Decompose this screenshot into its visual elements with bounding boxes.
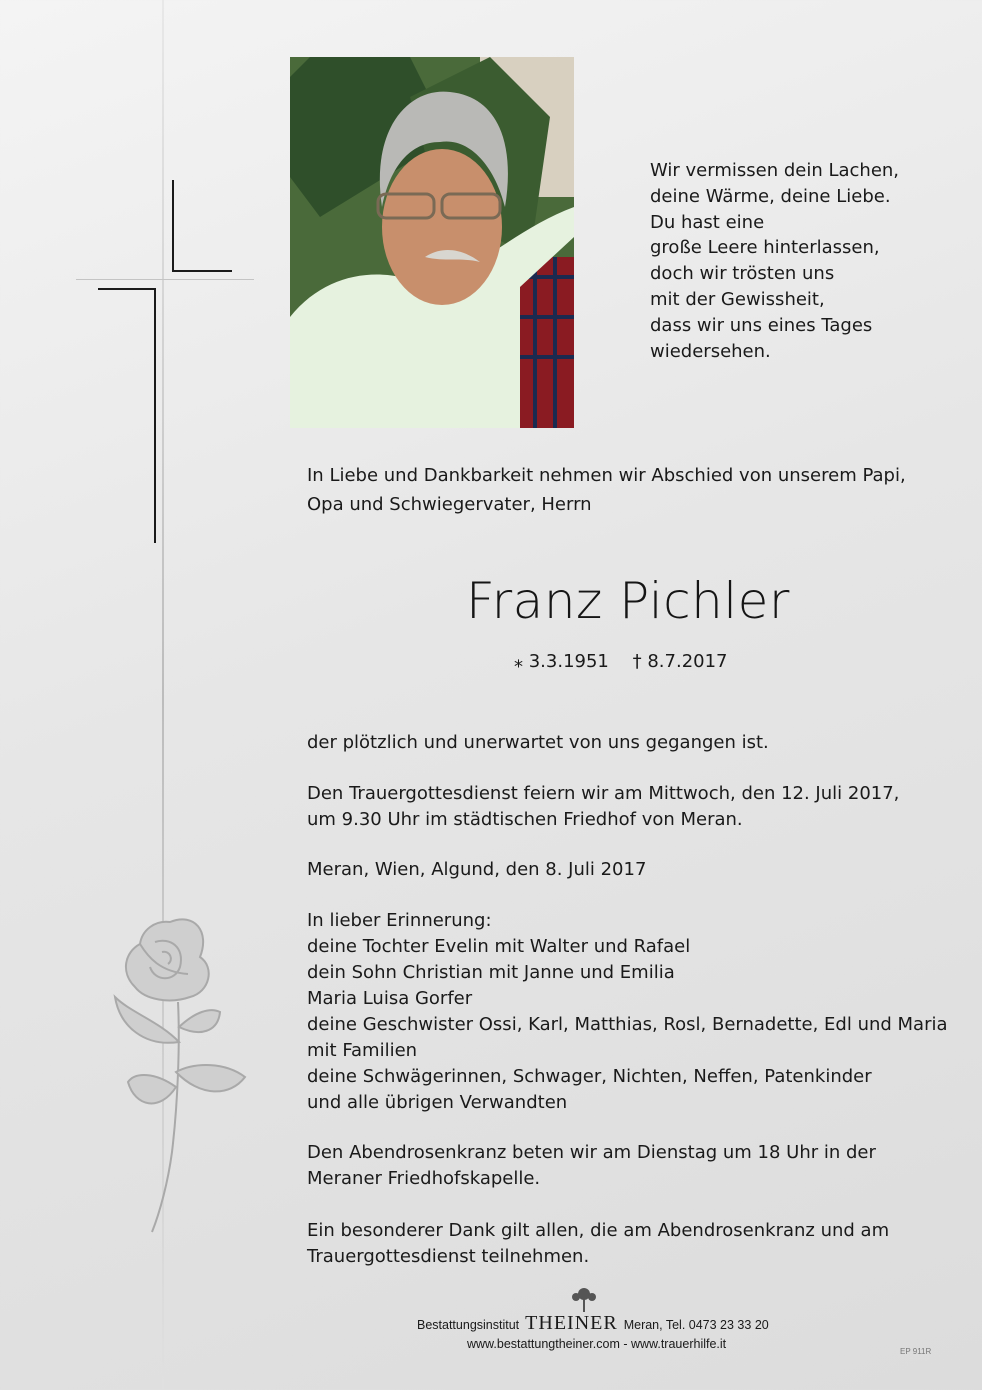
footer-brand: THEINER — [525, 1312, 618, 1334]
cross-horizontal-bar-dark — [98, 288, 156, 290]
rosary-info — [307, 1140, 967, 1192]
body-line: der plötzlich und unerwartet von uns gegangen ist. — [307, 732, 769, 753]
sudden-passing-text — [307, 730, 967, 756]
body-line: Ein besonderer Dank gilt allen, die am Abendrosenkranz und am — [307, 1220, 890, 1241]
poem-line: Wir vermissen dein Lachen, — [650, 160, 900, 181]
mourner-line: deine Schwägerinnen, Schwager, Nichten, Neffen, Patenkinder — [307, 1066, 872, 1087]
poem — [650, 158, 970, 364]
cross-upper-bar — [172, 180, 174, 272]
template-code: EP 911R — [900, 1347, 932, 1356]
poem-line: doch wir trösten uns — [650, 263, 835, 285]
footer-contact: Meran, Tel. 0473 23 33 20 — [623, 1318, 769, 1332]
mourner-line: deine Geschwister Ossi, Karl, Matthias, Rosl, Bernadette, Edl und Maria — [307, 1014, 948, 1035]
mourner-line: mit Familien — [307, 1040, 418, 1061]
cross-horizontal-bar-top — [172, 270, 232, 272]
cross-horizontal-bar-light — [76, 279, 254, 280]
poem-line: Du hast eine — [650, 211, 765, 233]
thanks-text — [307, 1218, 967, 1270]
poem-line: mit der Gewissheit, — [650, 288, 825, 310]
mourner-line: dein Sohn Christian mit Janne und Emilia — [307, 962, 675, 983]
place-date — [307, 857, 967, 883]
mourners-list — [307, 908, 967, 1116]
body-line: Meran, Wien, Algund, den 8. Juli 2017 — [307, 859, 647, 880]
poem-line: deine Wärme, deine Liebe. — [650, 185, 891, 207]
body-line: Den Trauergottesdienst feiern wir am Mittwoch, den 12. Juli 2017, — [307, 783, 900, 804]
life-dates — [514, 651, 814, 672]
footer-institute: Bestattungsinstitut — [417, 1318, 520, 1332]
portrait-photo — [290, 57, 574, 428]
intro-text — [307, 461, 947, 519]
body-line: Trauergottesdienst teilnehmen. — [307, 1246, 590, 1267]
poem-line: wiedersehen. — [650, 340, 771, 362]
body-line: Meraner Friedhofskapelle. — [307, 1168, 541, 1189]
mourner-line: deine Tochter Evelin mit Walter und Rafael — [307, 936, 691, 957]
mourner-line: und alle übrigen Verwandten — [307, 1092, 568, 1113]
rose-icon — [100, 912, 260, 1242]
body-line: Den Abendrosenkranz beten wir am Dienstag um 18 Uhr in der — [307, 1142, 876, 1163]
body-line: um 9.30 Uhr im städtischen Friedhof von Meran. — [307, 809, 743, 830]
tree-logo-icon — [566, 1286, 602, 1314]
deceased-name: Franz Pichler — [466, 572, 790, 630]
mourner-line: In lieber Erinnerung: — [307, 910, 492, 931]
cross-vertical-bar — [154, 290, 156, 543]
mourner-line: Maria Luisa Gorfer — [307, 988, 473, 1009]
intro-line: Opa und Schwiegervater, Herrn — [307, 494, 592, 515]
death-date: † 8.7.2017 — [632, 651, 728, 672]
intro-line: In Liebe und Dankbarkeit nehmen wir Abschied von unserem Papi, — [307, 465, 906, 486]
birth-date: ⁎ 3.3.1951 — [514, 651, 609, 672]
service-info — [307, 781, 967, 833]
footer-web: www.bestattungtheiner.com - www.trauerhilfe.it — [467, 1337, 727, 1351]
poem-line: dass wir uns eines Tages — [650, 314, 873, 336]
funeral-home-footer — [417, 1312, 817, 1351]
poem-line: große Leere hinterlassen, — [650, 237, 880, 259]
